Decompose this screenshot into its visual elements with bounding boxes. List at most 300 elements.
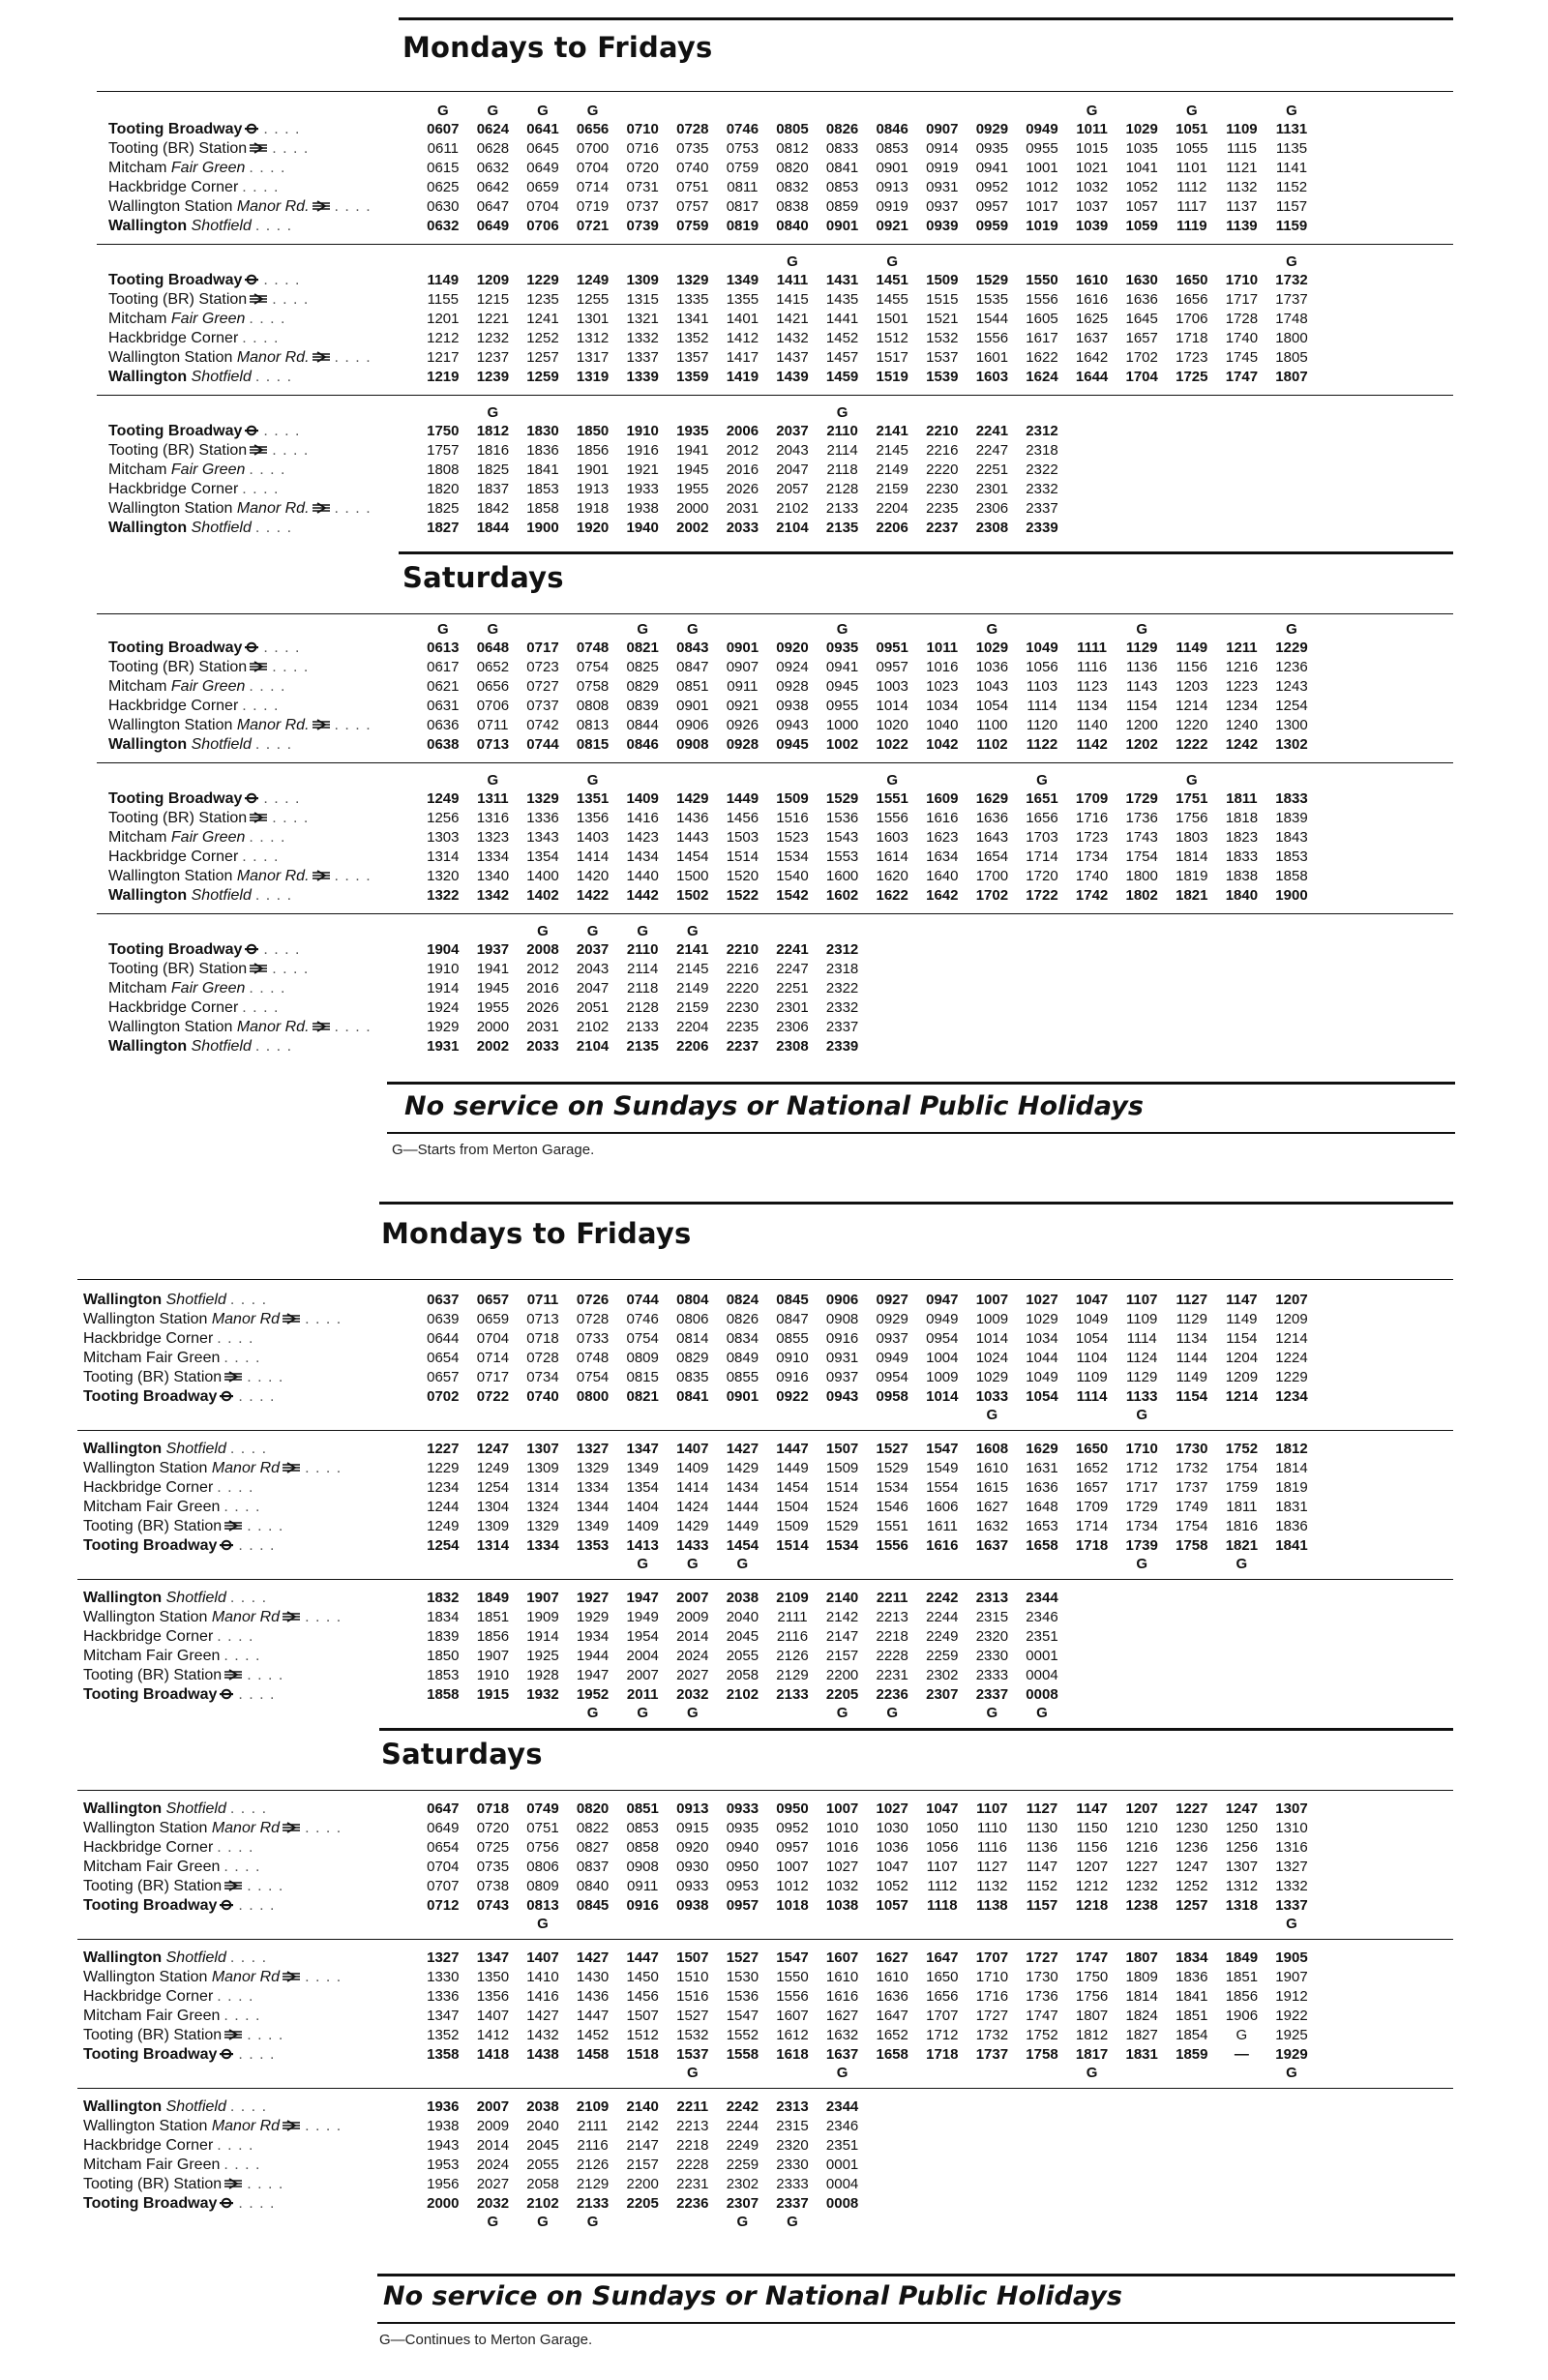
departure-time: 1841 — [1275, 1537, 1308, 1554]
departure-time: 1051 — [1176, 121, 1208, 137]
departure-time: 1716 — [975, 1988, 1009, 2005]
departure-time: 1853 — [427, 1667, 460, 1683]
departure-time: 1416 — [626, 810, 659, 826]
departure-time: 0859 — [825, 198, 859, 215]
departure-time: 1307 — [1275, 1800, 1308, 1817]
departure-time: 1336 — [427, 1988, 460, 2005]
departure-time: 1432 — [526, 2027, 559, 2043]
garage-marker-row — [0, 103, 1548, 120]
departure-time: 1319 — [576, 369, 610, 385]
stop-label — [108, 960, 309, 979]
departure-time: 1347 — [427, 2008, 460, 2024]
departure-time: 1329 — [576, 1460, 610, 1476]
departure-time: 0949 — [1026, 121, 1058, 137]
departure-time: 1704 — [1125, 369, 1158, 385]
leader-dots: . . . . — [334, 1019, 372, 1035]
garage-marker: G — [586, 923, 599, 939]
departure-time: 2000 — [427, 2195, 460, 2212]
departure-time: 1254 — [1275, 698, 1308, 714]
garage-marker: G — [1086, 2065, 1098, 2081]
british-rail-icon — [223, 1880, 243, 1891]
british-rail-icon — [223, 1520, 243, 1532]
departure-time: 0632 — [427, 218, 460, 234]
departure-time: 1456 — [626, 1988, 659, 2005]
departure-time: 0933 — [726, 1800, 759, 1817]
departure-time: 1949 — [626, 1609, 659, 1625]
garage-marker-row — [0, 404, 1548, 422]
departure-time: 1414 — [576, 848, 610, 865]
departure-time: 2235 — [926, 500, 959, 517]
departure-time: 1610 — [876, 1969, 908, 1985]
departure-time: 2306 — [776, 1019, 809, 1035]
departure-time: 2027 — [476, 2176, 510, 2192]
departure-time: 1154 — [1176, 1388, 1208, 1405]
stop-label — [108, 441, 309, 461]
departure-time: 1737 — [1176, 1479, 1208, 1496]
departure-time: 1807 — [1075, 2008, 1109, 2024]
departure-time: 0649 — [476, 218, 510, 234]
departure-time: 1040 — [926, 717, 959, 733]
departure-time: 1523 — [776, 829, 809, 846]
garage-marker: G — [836, 1705, 848, 1721]
departure-time: 1249 — [576, 272, 610, 288]
departure-time: 1629 — [1026, 1441, 1058, 1457]
stop-label — [108, 828, 286, 848]
departure-time: 1624 — [1026, 369, 1058, 385]
stop-locality: Fair Green — [166, 980, 246, 997]
departure-time: 1734 — [1125, 1518, 1158, 1534]
departure-time: 1314 — [427, 848, 460, 865]
departure-time: 2024 — [676, 1648, 709, 1664]
departure-time: 1029 — [975, 1369, 1009, 1385]
leader-dots: . . . . — [272, 810, 310, 826]
british-rail-icon — [223, 1669, 243, 1681]
departure-time: 1257 — [1176, 1897, 1208, 1914]
departure-time: 0704 — [476, 1330, 510, 1347]
departure-time: 1712 — [1125, 1460, 1158, 1476]
departure-time: 1816 — [476, 442, 510, 459]
departure-time: 1747 — [1026, 2008, 1058, 2024]
departure-time: 1658 — [876, 2046, 908, 2063]
footnote: G—Continues to Merton Garage. — [379, 2332, 593, 2348]
departure-time: 1221 — [476, 311, 510, 327]
departure-time: 0906 — [676, 717, 709, 733]
departure-time: 2033 — [526, 1038, 559, 1055]
departure-time: 2111 — [777, 1609, 808, 1625]
departure-time: 2008 — [526, 941, 559, 958]
departure-time: 1750 — [427, 423, 460, 439]
departure-time: 1622 — [1026, 349, 1058, 366]
departure-time: 1055 — [1176, 140, 1208, 157]
departure-time: 1832 — [427, 1590, 460, 1606]
departure-time: 1814 — [1125, 1988, 1158, 2005]
departure-time: 0913 — [676, 1800, 709, 1817]
departure-time: 1551 — [876, 790, 908, 807]
departure-time: 1809 — [1125, 1969, 1158, 1985]
garage-marker: G — [836, 2065, 848, 2081]
stop-label — [83, 1627, 253, 1647]
departure-time: 1023 — [926, 678, 959, 695]
departure-time: 1844 — [476, 520, 510, 536]
underground-icon — [244, 274, 259, 285]
departure-time: 0822 — [576, 1820, 610, 1836]
departure-time: 1311 — [477, 790, 509, 807]
departure-time: 1415 — [776, 291, 809, 308]
stop-label — [108, 979, 286, 998]
leader-dots: . . . . — [272, 442, 310, 459]
stop-name: Tooting (BR) Station — [83, 1878, 223, 1894]
stop-name: Wallington — [83, 1441, 163, 1457]
departure-time: 1402 — [526, 887, 559, 904]
british-rail-icon — [249, 142, 268, 154]
departure-time: 1729 — [1125, 1499, 1158, 1515]
departure-time: 1256 — [427, 810, 460, 826]
departure-time: 1340 — [476, 868, 510, 884]
section-divider — [97, 91, 1453, 92]
stop-label — [83, 1478, 253, 1498]
departure-time: 1910 — [427, 961, 460, 977]
timetable-row — [0, 979, 1548, 998]
departure-time: 1449 — [726, 1518, 759, 1534]
departure-time: 0737 — [526, 698, 559, 714]
departure-time: 1358 — [427, 2046, 460, 2063]
departure-time: 0728 — [676, 121, 709, 137]
section-divider — [399, 17, 1453, 20]
stop-name: Tooting (BR) Station — [83, 2027, 223, 2043]
departure-time: 1232 — [1125, 1878, 1158, 1894]
departure-time: 2237 — [926, 520, 959, 536]
departure-time: 1059 — [1125, 218, 1158, 234]
stop-name: Mitcham Fair Green — [83, 2157, 221, 2173]
section-divider — [377, 2322, 1455, 2324]
underground-icon — [244, 425, 259, 436]
departure-time: 1131 — [1275, 121, 1308, 137]
departure-time: 1157 — [1275, 198, 1308, 215]
departure-time: 2135 — [626, 1038, 659, 1055]
departure-time: 0710 — [626, 121, 659, 137]
departure-time: 1816 — [1225, 1518, 1259, 1534]
stop-locality: Manor Rd — [207, 1311, 281, 1327]
departure-time: 0001 — [1026, 1648, 1058, 1664]
garage-marker: G — [986, 1705, 998, 1721]
section-divider — [387, 1082, 1455, 1085]
stop-name: Tooting Broadway — [83, 1537, 218, 1554]
garage-marker: G — [686, 1556, 699, 1572]
departure-time: 1728 — [1225, 311, 1259, 327]
departure-time: 1436 — [576, 1988, 610, 2005]
departure-time: 0642 — [476, 179, 510, 195]
departure-time: 2313 — [776, 2098, 809, 2115]
leader-dots: . . . . — [229, 1949, 268, 1966]
departure-time: 1858 — [427, 1686, 460, 1703]
stop-locality: Manor Rd — [207, 1460, 281, 1476]
stop-locality: Manor Rd. — [232, 198, 310, 215]
departure-time: 1054 — [975, 698, 1009, 714]
departure-time: 0911 — [727, 678, 759, 695]
departure-time: 2307 — [926, 1686, 959, 1703]
departure-time: 1014 — [975, 1330, 1009, 1347]
departure-time: 1732 — [1275, 272, 1308, 288]
departure-time: 0841 — [825, 160, 859, 176]
departure-time: 1821 — [1225, 1537, 1259, 1554]
departure-time: 0702 — [427, 1388, 460, 1405]
leader-dots: . . . . — [272, 961, 310, 977]
stop-name: Wallington — [108, 218, 188, 234]
stop-name: Wallington Station — [83, 1311, 208, 1327]
departure-time: 1104 — [1076, 1350, 1108, 1366]
departure-time: 0001 — [825, 2157, 859, 2173]
garage-marker: G — [436, 621, 449, 638]
departure-time: 1514 — [825, 1479, 859, 1496]
departure-time: 0740 — [526, 1388, 559, 1405]
stop-name: Wallington Station — [108, 198, 233, 215]
departure-time: 2043 — [576, 961, 610, 977]
departure-time: 1537 — [926, 349, 959, 366]
departure-time: 1034 — [926, 698, 959, 714]
departure-time: 0742 — [526, 717, 559, 733]
stop-label — [108, 940, 301, 960]
departure-time: 2351 — [1026, 1628, 1058, 1645]
departure-time: 2027 — [676, 1667, 709, 1683]
departure-time: 0641 — [526, 121, 559, 137]
section-divider — [77, 2088, 1453, 2089]
departure-time: 1717 — [1225, 291, 1259, 308]
departure-time: 1152 — [1026, 1878, 1058, 1894]
stop-name: Tooting Broadway — [83, 1897, 218, 1914]
stop-name: Wallington — [83, 1800, 163, 1817]
stop-name: Mitcham — [108, 461, 167, 478]
leader-dots: . . . . — [305, 1969, 342, 1985]
stop-label — [108, 998, 279, 1018]
departure-time: 1103 — [1026, 678, 1058, 695]
departure-time: 0829 — [676, 1350, 709, 1366]
garage-marker: G — [586, 2214, 599, 2230]
departure-time: 0945 — [825, 678, 859, 695]
departure-time: 1314 — [476, 1537, 510, 1554]
departure-time: 2016 — [526, 980, 559, 997]
departure-time: 1400 — [526, 868, 559, 884]
departure-time: 1329 — [526, 1518, 559, 1534]
departure-time: 1032 — [1075, 179, 1109, 195]
british-rail-icon — [312, 351, 331, 363]
timetable-row — [0, 1896, 1548, 1916]
underground-icon — [219, 1688, 234, 1700]
stop-name: Wallington — [108, 520, 188, 536]
departure-time: 1607 — [776, 2008, 809, 2024]
departure-time: 2004 — [626, 1648, 659, 1664]
stop-label — [108, 716, 372, 735]
leader-dots: . . . . — [238, 1897, 276, 1914]
leader-dots: . . . . — [217, 1628, 254, 1645]
departure-time: 1537 — [676, 2046, 709, 2063]
departure-time: 1247 — [476, 1441, 510, 1457]
departure-time: 1907 — [476, 1648, 510, 1664]
leader-dots: . . . . — [249, 829, 286, 846]
departure-time: 1542 — [776, 887, 809, 904]
departure-time: 1636 — [876, 1988, 908, 2005]
departure-time: 1740 — [1225, 330, 1259, 346]
timetable-row — [0, 1589, 1548, 1608]
departure-time: 1920 — [576, 520, 610, 536]
departure-time: 1509 — [825, 1460, 859, 1476]
departure-time: 1457 — [825, 349, 859, 366]
departure-time: 2047 — [576, 980, 610, 997]
departure-time: 0943 — [825, 1388, 859, 1405]
departure-time: 1743 — [1125, 829, 1158, 846]
departure-time: 1427 — [526, 2008, 559, 2024]
stop-label — [83, 1459, 342, 1478]
departure-time: 1944 — [576, 1648, 610, 1664]
departure-time: 1334 — [476, 848, 510, 865]
departure-time: 1411 — [776, 272, 809, 288]
timetable-row — [0, 1647, 1548, 1666]
stop-label — [108, 867, 372, 886]
departure-time: 1502 — [676, 887, 709, 904]
leader-dots: . . . . — [238, 2046, 276, 2063]
departure-time: 1609 — [926, 790, 959, 807]
departure-time: 1714 — [1026, 848, 1058, 865]
departure-time: 2114 — [826, 442, 858, 459]
departure-time: 1854 — [1176, 2027, 1208, 2043]
departure-time: 1831 — [1275, 1499, 1308, 1515]
departure-time: 1837 — [476, 481, 510, 497]
garage-marker: G — [1235, 1556, 1248, 1572]
departure-time: 1122 — [1026, 736, 1058, 753]
stop-name: Wallington — [108, 369, 188, 385]
garage-marker: G — [787, 253, 798, 270]
departure-time: 0827 — [576, 1839, 610, 1856]
departure-time: 1831 — [1125, 2046, 1158, 2063]
departure-time: 1212 — [427, 330, 460, 346]
departure-time: 1237 — [476, 349, 510, 366]
departure-time: 1424 — [676, 1499, 709, 1515]
section-divider — [97, 244, 1453, 245]
departure-time: 1336 — [526, 810, 559, 826]
departure-time: 1403 — [576, 829, 610, 846]
stop-label — [83, 1685, 276, 1705]
departure-time: 2333 — [776, 2176, 809, 2192]
departure-time: 2351 — [825, 2137, 859, 2154]
departure-time: 1730 — [1176, 1441, 1208, 1457]
stop-label — [108, 519, 292, 538]
departure-time: 1254 — [476, 1479, 510, 1496]
departure-time: 0941 — [825, 659, 859, 675]
departure-time: 1925 — [1275, 2027, 1308, 2043]
departure-time: 0916 — [776, 1369, 809, 1385]
departure-time: 0716 — [626, 140, 659, 157]
departure-time: 0719 — [576, 198, 610, 215]
departure-time: 1335 — [676, 291, 709, 308]
departure-time: 1927 — [576, 1590, 610, 1606]
no-service-notice: No service on Sundays or National Public Holidays — [404, 1091, 1144, 1121]
departure-time: 1207 — [1125, 1800, 1158, 1817]
timetable-row — [0, 2136, 1548, 2156]
departure-time: 0008 — [1026, 1686, 1058, 1703]
departure-time: 0648 — [476, 640, 510, 656]
departure-time: 0950 — [726, 1859, 759, 1875]
departure-time: 1020 — [876, 717, 908, 733]
departure-time: 2038 — [726, 1590, 759, 1606]
departure-time: 1754 — [1176, 1518, 1208, 1534]
section-divider — [399, 551, 1453, 554]
departure-time: 0721 — [576, 218, 610, 234]
departure-time: 1853 — [1275, 848, 1308, 865]
departure-time: 0938 — [776, 698, 809, 714]
departure-time: 1936 — [427, 2098, 460, 2115]
stop-name: Wallington Station — [83, 1609, 208, 1625]
departure-time: 1657 — [1125, 330, 1158, 346]
departure-time: 1858 — [526, 500, 559, 517]
stop-label — [108, 178, 279, 197]
departure-time: 2140 — [626, 2098, 659, 2115]
departure-time: 1155 — [427, 291, 459, 308]
departure-time: 1637 — [1075, 330, 1109, 346]
stop-name: Hackbridge Corner — [83, 1988, 214, 2005]
departure-time: 1610 — [1075, 272, 1109, 288]
departure-time: 1207 — [1275, 1292, 1308, 1308]
departure-time: 2110 — [626, 941, 659, 958]
departure-time: 1834 — [427, 1609, 460, 1625]
departure-time: 1802 — [1125, 887, 1158, 904]
departure-time: 1147 — [1026, 1859, 1058, 1875]
departure-time: 1307 — [526, 1441, 559, 1457]
departure-time: 1458 — [576, 2046, 610, 2063]
garage-marker: G — [637, 621, 649, 638]
timetable-row — [0, 1440, 1548, 1459]
departure-time: 1320 — [427, 868, 460, 884]
departure-time: 2213 — [676, 2118, 709, 2134]
stop-locality: Manor Rd — [207, 1969, 281, 1985]
garage-marker-row — [0, 2065, 1548, 2082]
departure-time: 1135 — [1275, 140, 1308, 157]
departure-time: 2159 — [876, 481, 908, 497]
departure-time: 1718 — [926, 2046, 959, 2063]
departure-time: 1811 — [1226, 1499, 1258, 1515]
departure-time: 1329 — [526, 790, 559, 807]
departure-time: 1821 — [1176, 887, 1208, 904]
departure-time: 2145 — [876, 442, 908, 459]
departure-time: 1254 — [427, 1537, 460, 1554]
footnote: G—Starts from Merton Garage. — [392, 1142, 595, 1158]
departure-time: 1427 — [726, 1441, 759, 1457]
departure-time: 1429 — [676, 1518, 709, 1534]
departure-time: 1710 — [975, 1969, 1009, 1985]
timetable-row — [0, 348, 1548, 368]
leader-dots: . . . . — [223, 1648, 261, 1664]
departure-time: 0754 — [576, 659, 610, 675]
stop-label — [108, 1037, 292, 1056]
departure-time: 1243 — [1275, 678, 1308, 695]
departure-time: 1527 — [676, 2008, 709, 2024]
departure-time: 1249 — [427, 790, 460, 807]
departure-time: 1129 — [1125, 640, 1158, 656]
departure-time: 0901 — [876, 160, 908, 176]
departure-time: 1057 — [1125, 198, 1158, 215]
departure-time: 1330 — [427, 1969, 460, 1985]
departure-time: 1836 — [1176, 1969, 1208, 1985]
departure-time: 1916 — [626, 442, 659, 459]
departure-time: 1905 — [1275, 1949, 1308, 1966]
leader-dots: . . . . — [254, 369, 293, 385]
departure-time: 0753 — [726, 140, 759, 157]
departure-time: 0645 — [526, 140, 559, 157]
departure-time: 0613 — [427, 640, 460, 656]
departure-time: 0707 — [427, 1878, 460, 1894]
departure-time: 2149 — [676, 980, 709, 997]
departure-time: 1229 — [526, 272, 559, 288]
departure-time: 0809 — [626, 1350, 659, 1366]
garage-marker: G — [986, 621, 998, 638]
